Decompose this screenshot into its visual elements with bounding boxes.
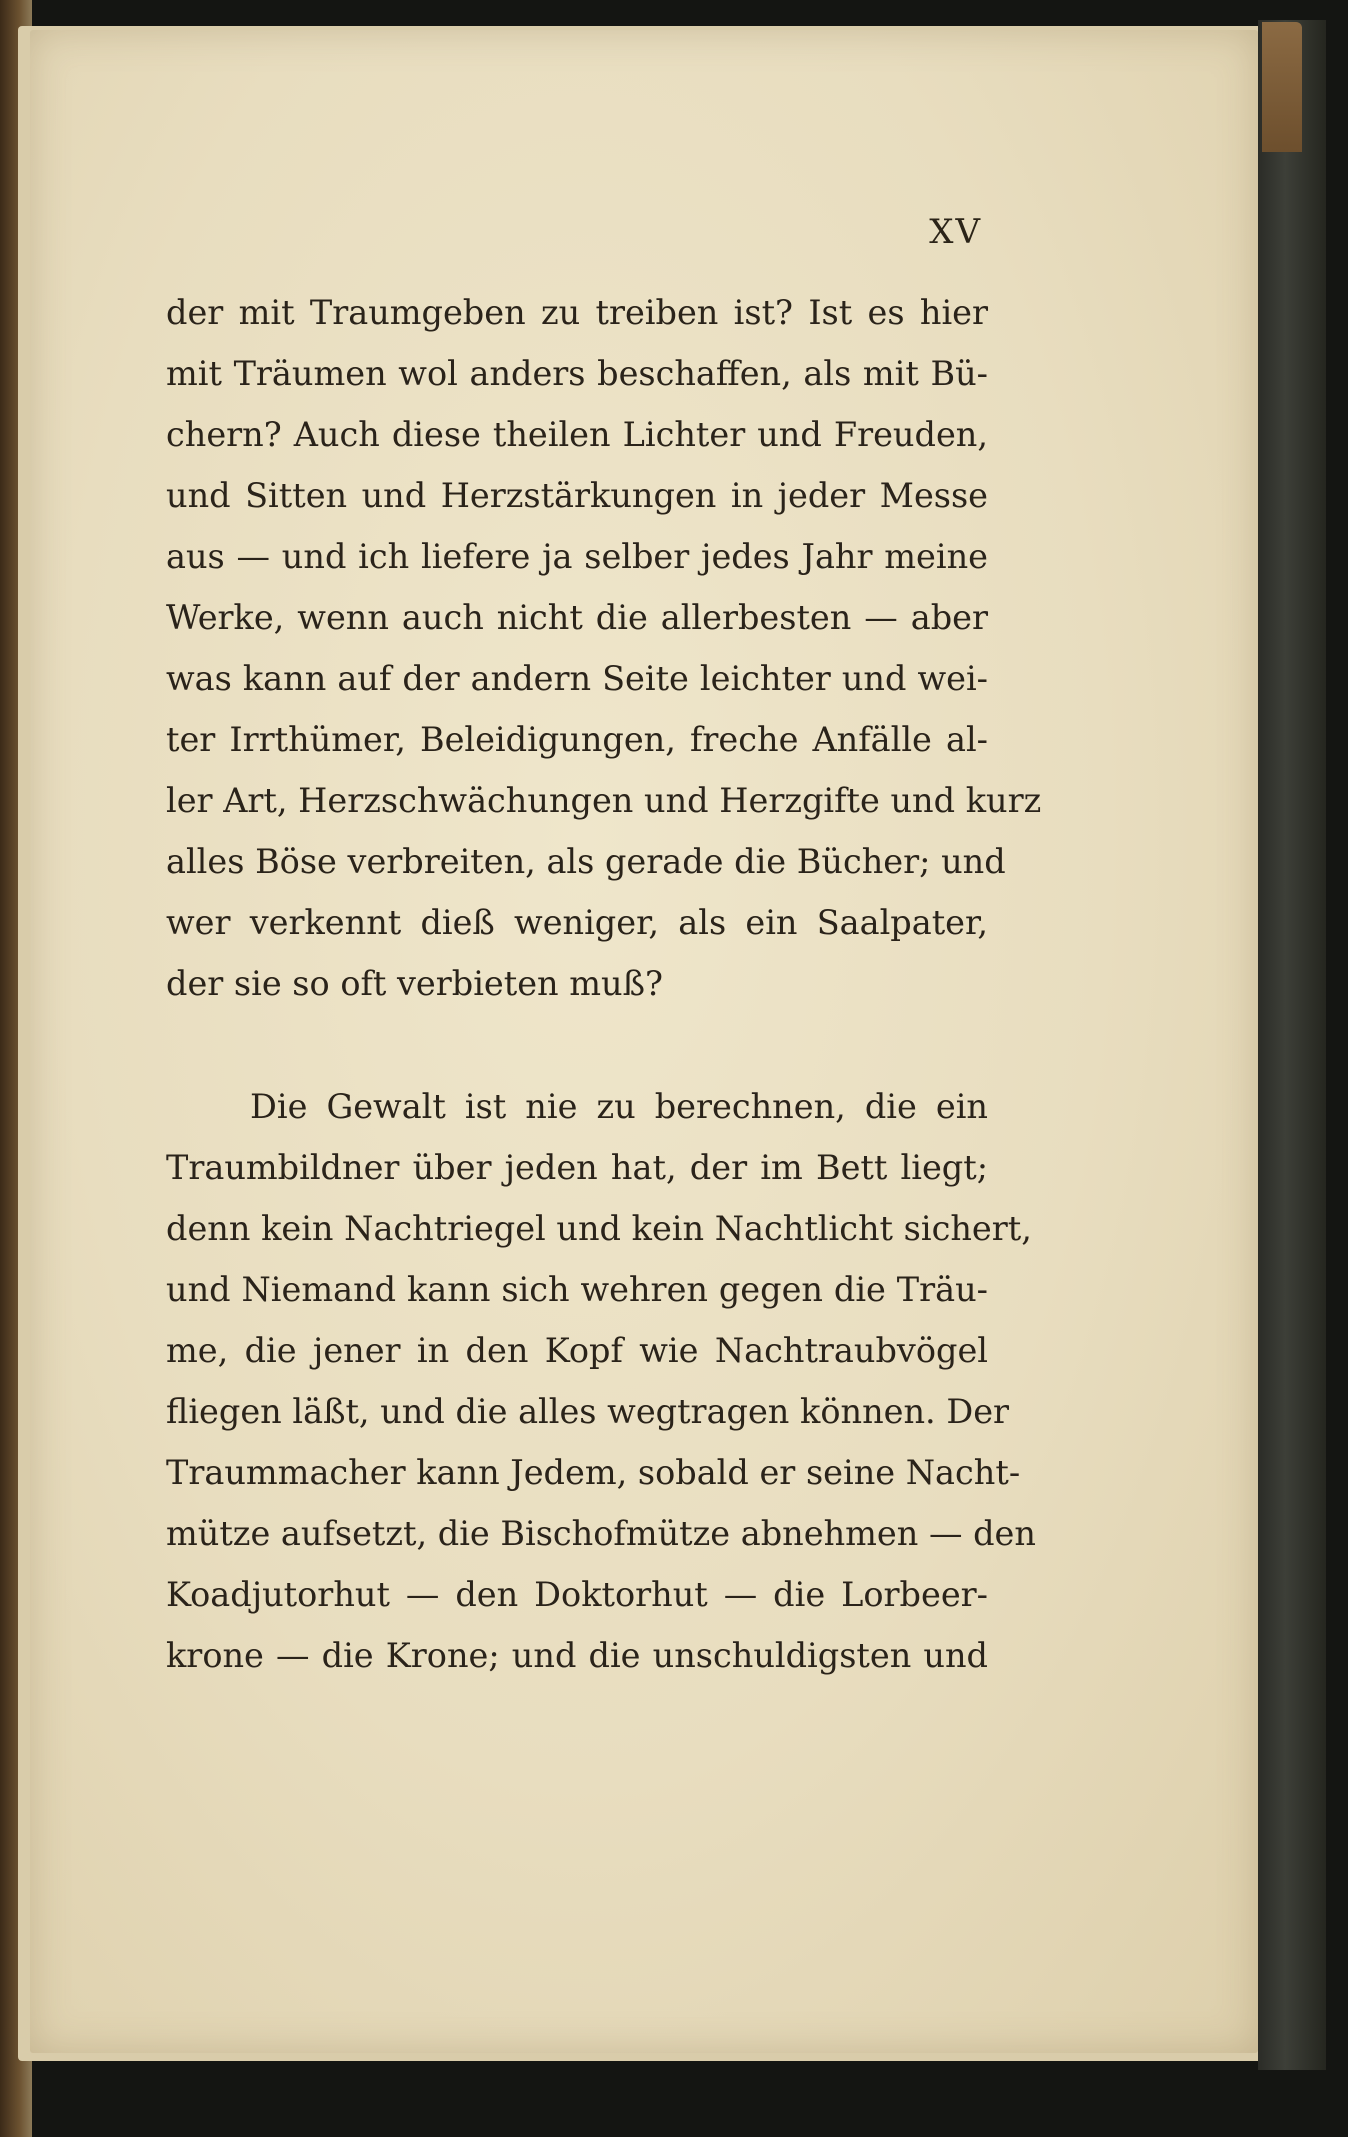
paragraph-2 — [166, 1076, 1036, 1686]
text-line: mit Träumen wol anders beschaffen, als mit Bü- — [166, 354, 988, 393]
text-line: und Niemand kann sich wehren gegen die Träu- — [166, 1270, 988, 1309]
book-cover-right — [1258, 20, 1326, 2070]
text-line: Traumbildner über jeden hat, der im Bett liegt; — [166, 1148, 988, 1187]
text-line: alles Böse verbreiten, als gerade die Bücher; und — [166, 842, 1006, 881]
text-line: me, die jener in den Kopf wie Nachtraubvögel — [166, 1331, 988, 1370]
text-line: ter Irrthümer, Beleidigungen, freche Anfälle al- — [166, 720, 988, 759]
text-line: ler Art, Herzschwächungen und Herzgifte und kurz — [166, 781, 1042, 820]
text-line: denn kein Nachtriegel und kein Nachtlicht sichert, — [166, 1209, 1032, 1248]
cover-corner — [1262, 22, 1302, 152]
text-line: krone — die Krone; und die unschuldigsten und — [166, 1636, 988, 1675]
text-line: mütze aufsetzt, die Bischofmütze abnehmen — den — [166, 1514, 1036, 1553]
text-line: wer verkennt dieß weniger, als ein Saalpater, — [166, 903, 988, 942]
text-line: aus — und ich liefere ja selber jedes Jahr meine — [166, 537, 988, 576]
text-line: was kann auf der andern Seite leichter und wei- — [166, 659, 988, 698]
text-line: der sie so oft verbieten muß? — [166, 964, 663, 1003]
text-line: Die Gewalt ist nie zu berechnen, die ein — [250, 1087, 988, 1126]
text-line: fliegen läßt, und die alles wegtragen können. Der — [166, 1392, 1010, 1431]
text-line: chern? Auch diese theilen Lichter und Freuden, — [166, 415, 988, 454]
text-line: Werke, wenn auch nicht die allerbesten — aber — [166, 598, 988, 637]
text-line: der mit Traumgeben zu treiben ist? Ist es hier — [166, 293, 988, 332]
text-line: Traummacher kann Jedem, sobald er seine Nacht- — [166, 1453, 1021, 1492]
text-line: und Sitten und Herzstärkungen in jeder Messe — [166, 476, 988, 515]
page-number: XV — [929, 212, 982, 252]
text-line: Koadjutorhut — den Doktorhut — die Lorbeer- — [166, 1575, 988, 1614]
paragraph-1 — [166, 282, 1042, 1014]
